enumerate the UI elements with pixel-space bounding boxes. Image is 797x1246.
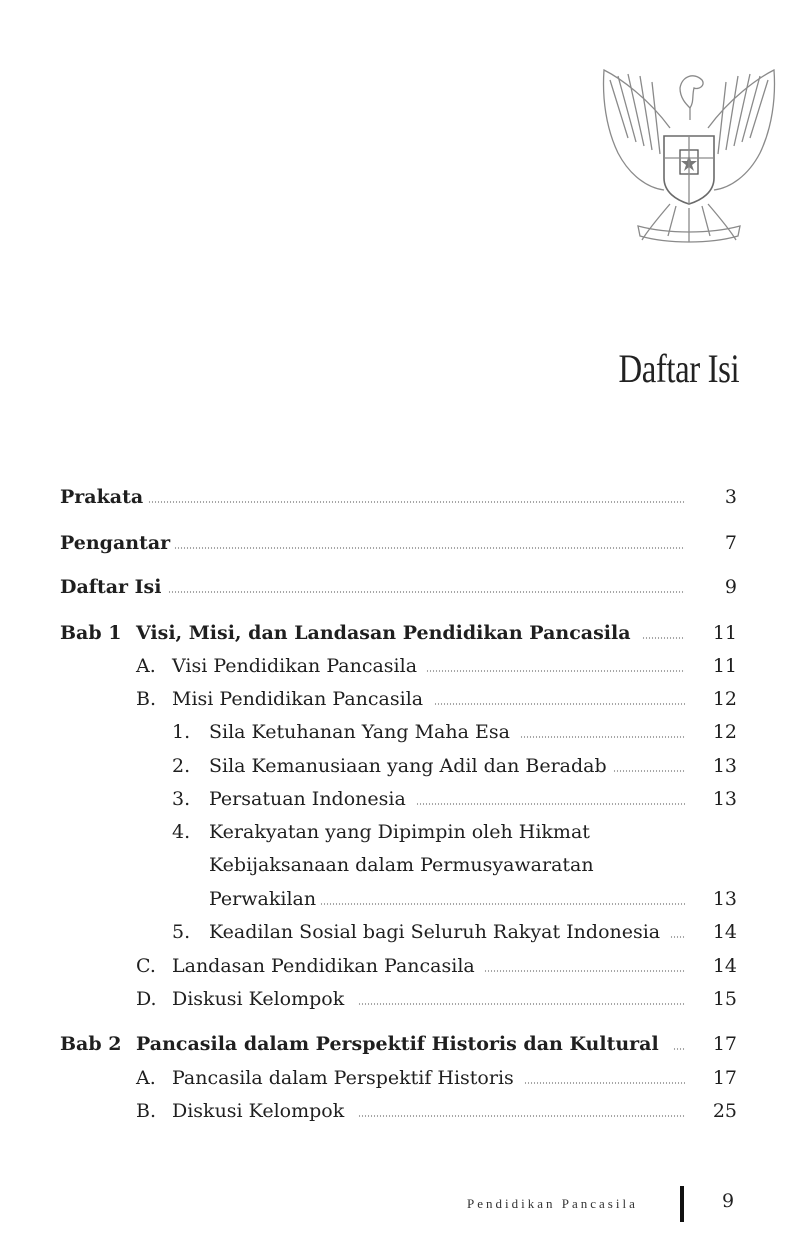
toc-subsection-1b5[interactable] bbox=[60, 917, 737, 947]
toc-section-2b[interactable] bbox=[60, 1096, 737, 1126]
subsection-label-continued: Kebijaksanaan dalam Permusyawaratan bbox=[209, 854, 594, 876]
subsection-label: Keadilan Sosial bagi Seluruh Rakyat Indonesia bbox=[209, 921, 661, 943]
toc-section-2a[interactable] bbox=[60, 1063, 737, 1093]
dot-leader bbox=[524, 1082, 685, 1084]
page-number: 13 bbox=[712, 888, 737, 910]
toc-section-1a[interactable] bbox=[60, 651, 737, 681]
page-number: 17 bbox=[712, 1033, 737, 1055]
page-number: 12 bbox=[712, 721, 737, 743]
dot-leader bbox=[670, 936, 685, 938]
dot-leader bbox=[426, 670, 685, 672]
subsection-marker: 4. bbox=[172, 821, 191, 843]
dot-leader bbox=[148, 501, 685, 503]
section-marker: D. bbox=[136, 988, 157, 1010]
subsection-marker: 2. bbox=[172, 755, 191, 777]
page-number: 14 bbox=[712, 921, 737, 943]
dot-leader bbox=[416, 803, 685, 805]
dot-leader bbox=[174, 547, 685, 549]
entry-label: Pengantar bbox=[60, 532, 171, 554]
dot-leader bbox=[434, 703, 685, 705]
dot-leader bbox=[484, 970, 685, 972]
subsection-marker: 5. bbox=[172, 921, 191, 943]
chapter-title: Visi, Misi, dan Landasan Pendidikan Pancasila bbox=[136, 622, 631, 644]
subsection-label-continued: Perwakilan bbox=[209, 888, 317, 910]
section-marker: C. bbox=[136, 955, 156, 977]
section-label: Diskusi Kelompok bbox=[172, 1100, 345, 1122]
subsection-label: Sila Kemanusiaan yang Adil dan Beradab bbox=[209, 755, 607, 777]
toc-subsection-1b2[interactable] bbox=[60, 751, 737, 781]
toc-subsection-1b4-line1[interactable] bbox=[60, 817, 737, 847]
dot-leader bbox=[358, 1115, 685, 1117]
subsection-label: Persatuan Indonesia bbox=[209, 788, 406, 810]
toc-subsection-1b1[interactable] bbox=[60, 717, 737, 747]
subsection-marker: 3. bbox=[172, 788, 191, 810]
page-number: 13 bbox=[712, 755, 737, 777]
toc-chapter-1[interactable] bbox=[60, 618, 737, 648]
section-marker: B. bbox=[136, 1100, 157, 1122]
chapter-title: Pancasila dalam Perspektif Historis dan Kultural bbox=[136, 1033, 659, 1055]
section-marker: B. bbox=[136, 688, 157, 710]
dot-leader bbox=[613, 770, 685, 772]
chapter-number: Bab 1 bbox=[60, 622, 122, 644]
dot-leader bbox=[358, 1003, 685, 1005]
section-label: Landasan Pendidikan Pancasila bbox=[172, 955, 475, 977]
footer-page-number: 9 bbox=[722, 1190, 735, 1212]
subsection-label: Sila Ketuhanan Yang Maha Esa bbox=[209, 721, 510, 743]
toc-subsection-1b3[interactable] bbox=[60, 784, 737, 814]
section-label: Pancasila dalam Perspektif Historis bbox=[172, 1067, 514, 1089]
toc-entry-pengantar[interactable] bbox=[60, 528, 737, 558]
toc-chapter-2[interactable] bbox=[60, 1029, 737, 1059]
entry-label: Prakata bbox=[60, 486, 144, 508]
subsection-label: Kerakyatan yang Dipimpin oleh Hikmat bbox=[209, 821, 590, 843]
page-number: 12 bbox=[712, 688, 737, 710]
page-number: 11 bbox=[712, 622, 737, 644]
toc-entry-daftar-isi[interactable] bbox=[60, 572, 737, 602]
toc-subsection-1b4-line2 bbox=[60, 850, 737, 880]
chapter-number: Bab 2 bbox=[60, 1033, 122, 1055]
entry-label: Daftar Isi bbox=[60, 576, 162, 598]
page-number: 3 bbox=[724, 486, 737, 508]
page-number: 15 bbox=[712, 988, 737, 1010]
dot-leader bbox=[673, 1048, 685, 1050]
toc-section-1c[interactable] bbox=[60, 951, 737, 981]
section-label: Misi Pendidikan Pancasila bbox=[172, 688, 424, 710]
page-number: 11 bbox=[712, 655, 737, 677]
page-number: 9 bbox=[724, 576, 737, 598]
page-number: 17 bbox=[712, 1067, 737, 1089]
section-label: Visi Pendidikan Pancasila bbox=[172, 655, 418, 677]
section-marker: A. bbox=[136, 655, 156, 677]
page-title: Daftar Isi bbox=[618, 346, 739, 391]
page-number: 13 bbox=[712, 788, 737, 810]
dot-leader bbox=[168, 591, 685, 593]
page-number: 7 bbox=[724, 532, 737, 554]
section-label: Diskusi Kelompok bbox=[172, 988, 345, 1010]
running-footer-title: Pendidikan Pancasila bbox=[467, 1196, 638, 1211]
dot-leader bbox=[320, 903, 685, 905]
page-number: 25 bbox=[712, 1100, 737, 1122]
dot-leader bbox=[642, 637, 685, 639]
toc-section-1b[interactable] bbox=[60, 684, 737, 714]
dot-leader bbox=[520, 736, 685, 738]
garuda-emblem-icon bbox=[598, 58, 780, 248]
toc-subsection-1b4-line3[interactable] bbox=[60, 884, 737, 914]
toc-entry-prakata[interactable] bbox=[60, 482, 737, 512]
section-marker: A. bbox=[136, 1067, 156, 1089]
footer-divider bbox=[680, 1186, 684, 1222]
subsection-marker: 1. bbox=[172, 721, 191, 743]
page-number: 14 bbox=[712, 955, 737, 977]
toc-section-1d[interactable] bbox=[60, 984, 737, 1014]
